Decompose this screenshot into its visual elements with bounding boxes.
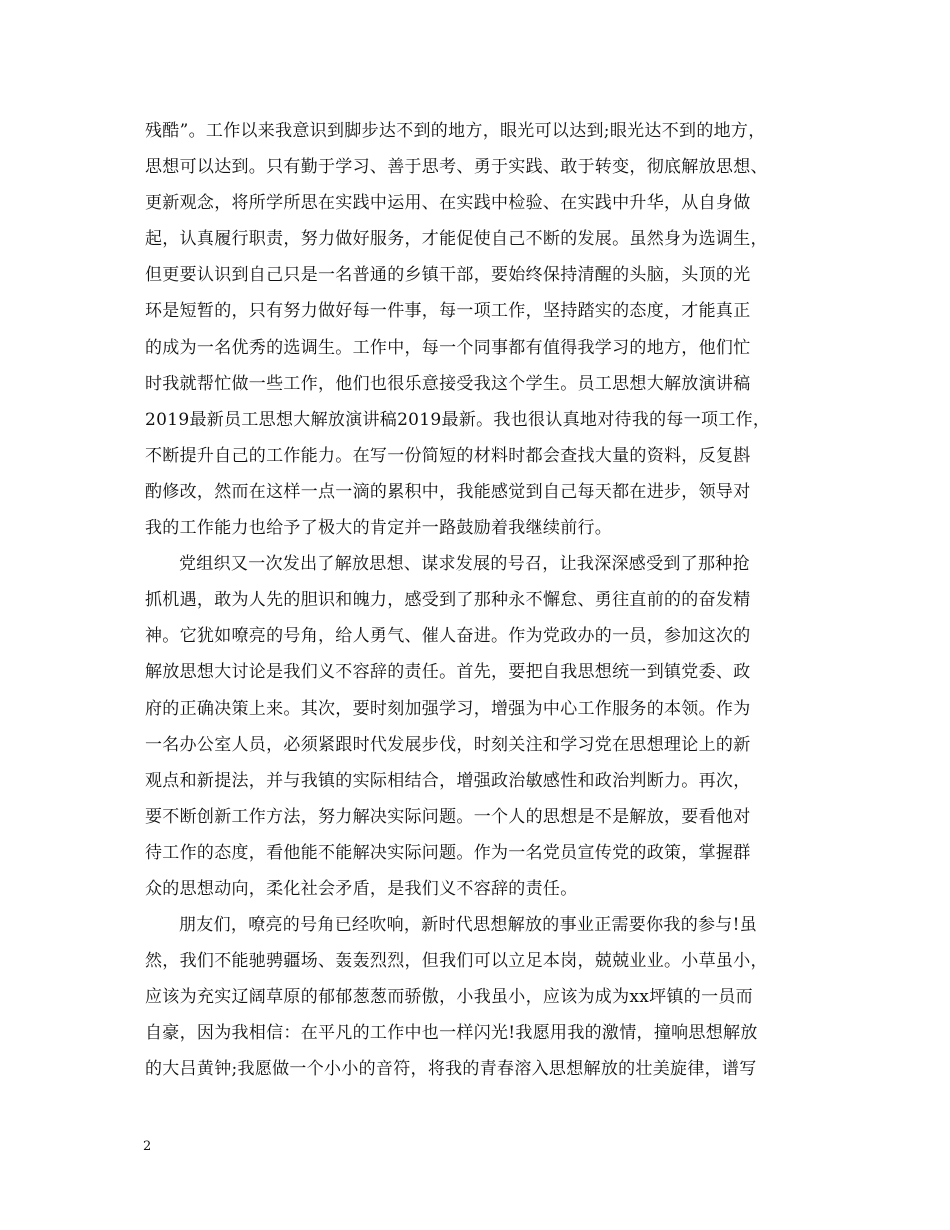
text-line: 众的思想动向，柔化社会矛盾，是我们义不容辞的责任。 bbox=[145, 878, 578, 899]
text-line: 思想可以达到。只有勤于学习、善于思考、勇于实践、敢于转变，彻底解放思想、 bbox=[145, 157, 768, 178]
text-line: 朋友们，嘹亮的号角已经吹响，新时代思想解放的事业正需要你我的参与!虽 bbox=[179, 915, 758, 936]
text-line: 抓机遇，敢为人先的胆识和魄力，感受到了那种永不懈怠、勇往直前的的奋发精 bbox=[145, 590, 751, 611]
text-line: 酌修改，然而在这样一点一滴的累积中，我能感觉到自己每天都在进步，领导对 bbox=[145, 481, 751, 502]
body-text bbox=[145, 113, 815, 1088]
text-line: 党组织又一次发出了解放思想、谋求发展的号召，让我深深感受到了那种抢 bbox=[179, 554, 750, 575]
text-line: 要不断创新工作方法，努力解决实际问题。一个人的思想是不是解放，要看他对 bbox=[145, 806, 751, 827]
text-line: 神。它犹如嘹亮的号角，给人勇气、催人奋进。作为党政办的一员，参加这次的 bbox=[145, 626, 751, 647]
text-line: 起，认真履行职责，努力做好服务，才能促使自己不断的发展。虽然身为选调生， bbox=[145, 229, 768, 250]
text-line: 但更要认识到自己只是一名普通的乡镇干部，要始终保持清醒的头脑，头顶的光 bbox=[145, 265, 751, 286]
page-number: 2 bbox=[143, 1139, 152, 1154]
text-line: 更新观念，将所学所思在实践中运用、在实践中检验、在实践中升华，从自身做 bbox=[145, 193, 751, 214]
text-line: 应该为充实辽阔草原的郁郁葱葱而骄傲，小我虽小，应该为成为xx坪镇的一员而 bbox=[145, 987, 753, 1008]
text-line: 自豪，因为我相信：在平凡的工作中也一样闪光!我愿用我的激情，撞响思想解放 bbox=[145, 1023, 758, 1044]
text-line: 2019最新员工思想大解放演讲稿2019最新。我也很认真地对待我的每一项工作， bbox=[145, 409, 771, 430]
text-line: 我的工作能力也给予了极大的肯定并一路鼓励着我继续前行。 bbox=[145, 518, 613, 539]
text-line: 时我就帮忙做一些工作，他们也很乐意接受我这个学生。员工思想大解放演讲稿 bbox=[145, 373, 751, 394]
text-line: 的大吕黄钟;我愿做一个小小的音符，将我的青春溶入思想解放的壮美旋律，谱写 bbox=[145, 1059, 757, 1080]
text-line: 然，我们不能驰骋疆场、轰轰烈烈，但我们可以立足本岗，兢兢业业。小草虽小， bbox=[145, 951, 768, 972]
text-line: 的成为一名优秀的选调生。工作中，每一个同事都有值得我学习的地方，他们忙 bbox=[145, 337, 751, 358]
text-line: 府的正确决策上来。其次，要时刻加强学习，增强为中心工作服务的本领。作为 bbox=[145, 698, 751, 719]
text-line: 不断提升自己的工作能力。在写一份简短的材料时都会查找大量的资料，反复斟 bbox=[145, 445, 751, 466]
text-line: 环是短暂的，只有努力做好每一件事，每一项工作，坚持踏实的态度，才能真正 bbox=[145, 301, 751, 322]
text-line: 观点和新提法，并与我镇的实际相结合，增强政治敏感性和政治判断力。再次， bbox=[145, 770, 751, 791]
text-line: 一名办公室人员，必须紧跟时代发展步伐，时刻关注和学习党在思想理论上的新 bbox=[145, 734, 751, 755]
text-line: 待工作的态度，看他能不能解决实际问题。作为一名党员宣传党的政策，掌握群 bbox=[145, 842, 751, 863]
text-line: 解放思想大讨论是我们义不容辞的责任。首先，要把自我思想统一到镇党委、政 bbox=[145, 662, 751, 683]
text-line: 残酷”。工作以来我意识到脚步达不到的地方，眼光可以达到;眼光达不到的地方， bbox=[145, 121, 766, 141]
